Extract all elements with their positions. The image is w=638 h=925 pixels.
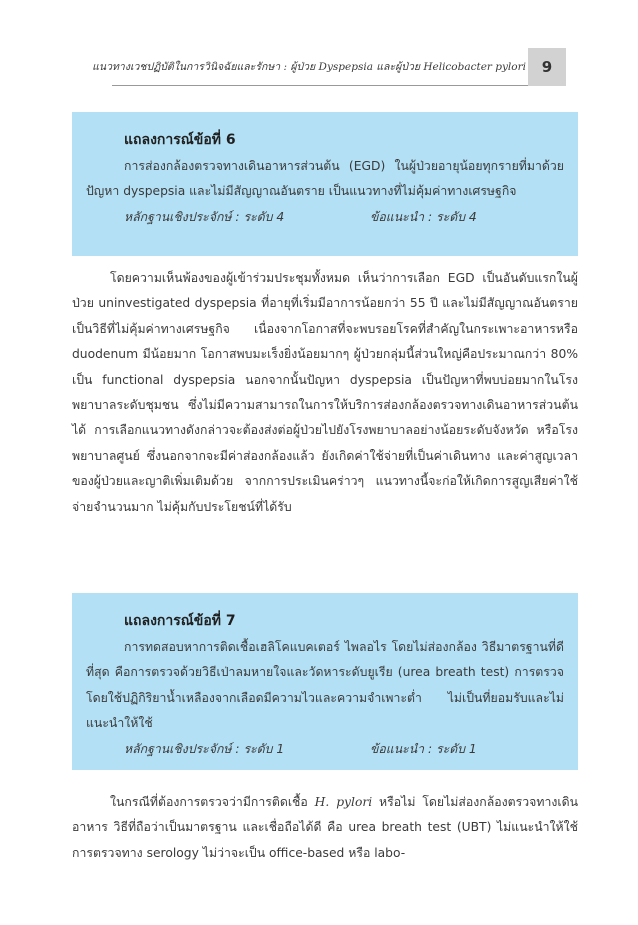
statement-body: การส่องกล้องตรวจทางเดินอาหารส่วนต้น (EGD) ในผู้ป่วยอายุน้อยทุกรายที่มาด้วยปัญหา dyspepsia และไม่มีสัญญาณอันตราย เป็นแนวทางที่ไม่คุ้มค่าทางเศรษฐกิจ [86,158,564,198]
organism-name: H. pylori [314,795,373,809]
evidence-line [86,737,564,763]
header-rule [112,85,528,86]
page-header [0,48,638,88]
statement-box-7 [72,593,578,770]
body-paragraph: โดยความเห็นพ้องของผู้เข้าร่วมประชุมทั้งหมด เห็นว่าการเลือก EGD เป็นอันดับแรกในผู้ป่วย uninvestigated dyspepsia ที่อายุที่เริ่มมีอาการน้อยกว่า 55 ปี และไม่มีสัญญาณอันตราย เป็นวิธีที่ไม่คุ้มค่าทางเศรษฐกิจ เนื่องจากโอกาสที่จะพบรอยโรคที่สำคัญในกระเพาะอาหารหรือ duodenum มีน้อยมาก โอกาสพบมะเร็งยิ่งน้อยมากๆ ผู้ป่วยกลุ่มนี้ส่วนใหญ่คือประมาณกว่า 80% เป็น functional dyspepsia นอกจากนั้นปัญหา dyspepsia เป็นปัญหาที่พบบ่อยมากในโรงพยาบาลระดับชุมชน ซึ่งไม่มีความสามารถในการให้บริการส่องกล้องตรวจทางเดินอาหารส่วนต้นได้ การเลือกแนวทางดังกล่าวจะต้องส่งต่อผู้ป่วยไปยังโรงพยาบาลอย่างน้อยระดับจังหวัด หรือโรงพยาบาลศูนย์ ซึ่งนอกจากจะมีค่าส่องกล้องแล้ว ยังเกิดค่าใช้จ่ายที่เป็นค่าเดินทาง และค่าสูญเวลาของผู้ป่วยและญาติเพิ่มเติมด้วย จากการประเมินคร่าวๆ แนวทางนี้จะก่อให้เกิดการสูญเสียค่าใช้จ่ายจำนวนมาก ไม่คุ้มกับประโยชน์ที่ได้รับ [72,271,578,514]
paragraph-text: หรือไม่ โดยไม่ส่องกล้องตรวจทางเดินอาหาร วิธีที่ถือว่าเป็นมาตรฐาน และเชื่อถือได้ดี คือ urea breath test (UBT) ไม่แนะนำให้ใช้การตรวจทาง serology ไม่ว่าจะเป็น office-based หรือ labo- [72,795,578,860]
evidence-level: หลักฐานเชิงประจักษ์ : ระดับ 4 [124,209,285,224]
body-paragraph [72,790,578,866]
paragraph-text: ในกรณีที่ต้องการตรวจว่ามีการติดเชื้อ [110,795,315,809]
statement-body: การทดสอบหาการติดเชื้อเฮลิโคแบคเตอร์ ไพลอไร โดยไม่ส่องกล้อง วิธีมาตรฐานที่ดีที่สุด คือการตรวจด้วยวิธีเป่าลมหายใจและวัดหาระดับยูเรีย (urea breath test) การตรวจโดยใช้ปฏิกิริยาน้ำเหลืองจากเลือดมีความไวและความจำเพาะต่ำ ไม่เป็นที่ยอมรับและไม่แนะนำให้ใช้ [86,639,564,730]
evidence-level: หลักฐานเชิงประจักษ์ : ระดับ 1 [124,741,285,756]
statement-title: แถลงการณ์ข้อที่ 7 [124,613,236,629]
recommendation-level: ข้อแนะนำ : ระดับ 1 [370,741,477,756]
statement-box-6 [72,112,578,256]
page-number: 9 [528,48,566,86]
statement-title: แถลงการณ์ข้อที่ 6 [124,132,236,148]
recommendation-level: ข้อแนะนำ : ระดับ 4 [370,209,477,224]
running-title: แนวทางเวชปฏิบัติในการวินิจฉัยและรักษา : ผู้ป่วย Dyspepsia และผู้ป่วย Helicobacter pylori [92,61,526,73]
evidence-line [86,205,564,231]
